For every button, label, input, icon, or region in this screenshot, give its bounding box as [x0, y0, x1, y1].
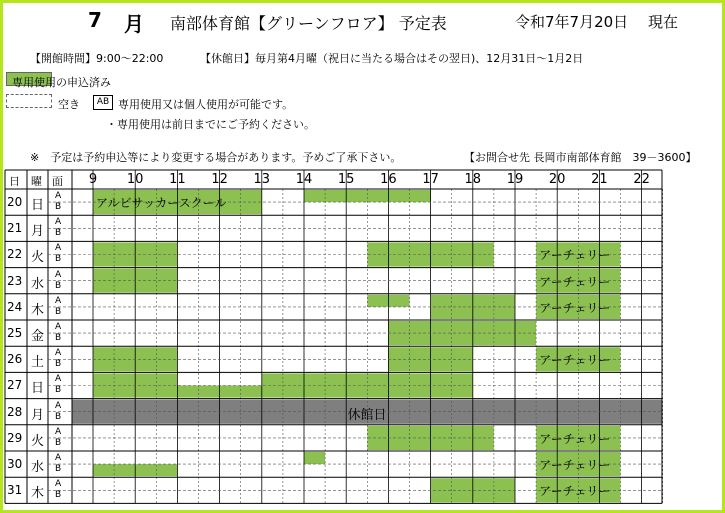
hour-label: 10	[126, 172, 144, 187]
row-day: 25	[7, 326, 23, 340]
header-face: 面	[52, 175, 63, 188]
row-weekday: 土	[31, 355, 45, 371]
face-label-a: A	[55, 426, 62, 437]
face-label-b: B	[55, 464, 62, 474]
legend-ab-box: AB	[93, 95, 113, 110]
row-weekday: 水	[31, 460, 45, 475]
row-day: 26	[7, 352, 23, 367]
row-weekday: 日	[31, 198, 45, 213]
face-label-a: A	[55, 191, 62, 201]
row-day: 31	[7, 483, 23, 498]
block-label: アーチェリー	[539, 300, 611, 315]
hour-label: 22	[633, 172, 650, 187]
row-day: 23	[7, 273, 23, 288]
hour-label: 16	[380, 172, 397, 187]
row-day: 21	[7, 221, 23, 236]
month-unit: 月	[124, 12, 144, 36]
face-label-b: B	[55, 202, 62, 212]
face-label-a: A	[55, 322, 62, 332]
hour-label: 12	[211, 172, 228, 187]
face-label-a: A	[55, 269, 62, 280]
row-day: 20	[7, 195, 23, 209]
legend-booked-label: 専用使用の申込済み	[12, 76, 111, 89]
as-of-date: 令和7年7月20日 現在	[515, 13, 678, 31]
closed-days: 【休館日】毎月第4月曜（祝日に当たる場合はその翌日)、12月31日～1月2日	[200, 52, 584, 65]
face-label-b: B	[55, 228, 62, 239]
row-day: 22	[7, 247, 23, 262]
hour-label: 13	[253, 172, 271, 187]
face-label-b: B	[55, 280, 62, 291]
row-day: 24	[7, 299, 23, 314]
hour-label: 19	[506, 172, 524, 187]
row-weekday: 火	[31, 433, 45, 449]
booked-block	[304, 452, 325, 464]
face-label-a: A	[55, 217, 62, 228]
legend-empty-label: 空き	[58, 98, 80, 111]
face-label-b: B	[55, 254, 62, 265]
legend-note: ・専用使用は前日までにご予約ください。	[106, 118, 315, 131]
face-label-a: A	[55, 295, 62, 306]
page-title: 南部体育館【グリーンフロア】 予定表	[170, 14, 447, 33]
hour-label: 17	[422, 172, 439, 187]
face-label-b: B	[55, 437, 62, 448]
contact-info: 【お問合せ先 長岡市南部体育館 39－3600】	[464, 151, 697, 164]
hour-label: 9	[88, 172, 98, 187]
closed-day-label: 休館日	[347, 407, 387, 423]
notice: ※ 予定は予約申込等により変更する場合があります。予めご了承下さい。	[30, 151, 402, 164]
row-weekday: 火	[31, 250, 45, 266]
hour-label: 20	[548, 172, 566, 187]
face-label-a: A	[55, 479, 62, 490]
face-label-a: A	[55, 374, 62, 385]
face-label-b: B	[55, 359, 62, 370]
block-label: アルビサッカースクール	[96, 196, 227, 210]
hour-label: 11	[169, 172, 186, 187]
face-label-b: B	[55, 333, 62, 343]
header-day: 日	[9, 175, 20, 188]
hour-label: 18	[464, 172, 482, 187]
booked-block	[304, 190, 431, 202]
row-day: 27	[7, 378, 23, 393]
row-weekday: 日	[31, 381, 45, 397]
hour-label: 15	[337, 172, 355, 187]
face-label-b: B	[55, 411, 62, 422]
header-weekday: 曜	[31, 175, 42, 188]
face-label-a: A	[55, 243, 62, 254]
row-weekday: 金	[31, 329, 45, 344]
opening-hours: 【開館時間】9:00～22:00	[30, 52, 164, 65]
row-day: 28	[7, 404, 23, 419]
row-weekday: 木	[31, 302, 45, 318]
face-label-a: A	[55, 400, 62, 411]
row-weekday: 月	[31, 407, 45, 423]
face-label-b: B	[55, 306, 62, 317]
face-label-b: B	[55, 385, 62, 396]
block-label: アーチェリー	[539, 458, 611, 472]
hour-label: 14	[295, 172, 313, 187]
row-weekday: 木	[31, 486, 45, 502]
hour-label: 21	[591, 172, 608, 187]
face-label-a: A	[55, 453, 62, 463]
block-label: アーチェリー	[539, 431, 611, 446]
row-weekday: 水	[31, 276, 45, 292]
face-label-a: A	[55, 348, 62, 359]
block-label: アーチェリー	[539, 353, 611, 368]
row-weekday: 月	[31, 224, 45, 240]
face-label-b: B	[55, 490, 62, 501]
block-label: アーチェリー	[539, 484, 611, 499]
row-day: 29	[7, 430, 23, 445]
block-label: アーチェリー	[539, 274, 611, 289]
legend-ab-text: 専用使用又は個人使用が可能です。	[118, 98, 294, 111]
month-number: 7	[88, 8, 102, 32]
row-day: 30	[7, 457, 23, 471]
block-label: アーチェリー	[539, 248, 611, 263]
